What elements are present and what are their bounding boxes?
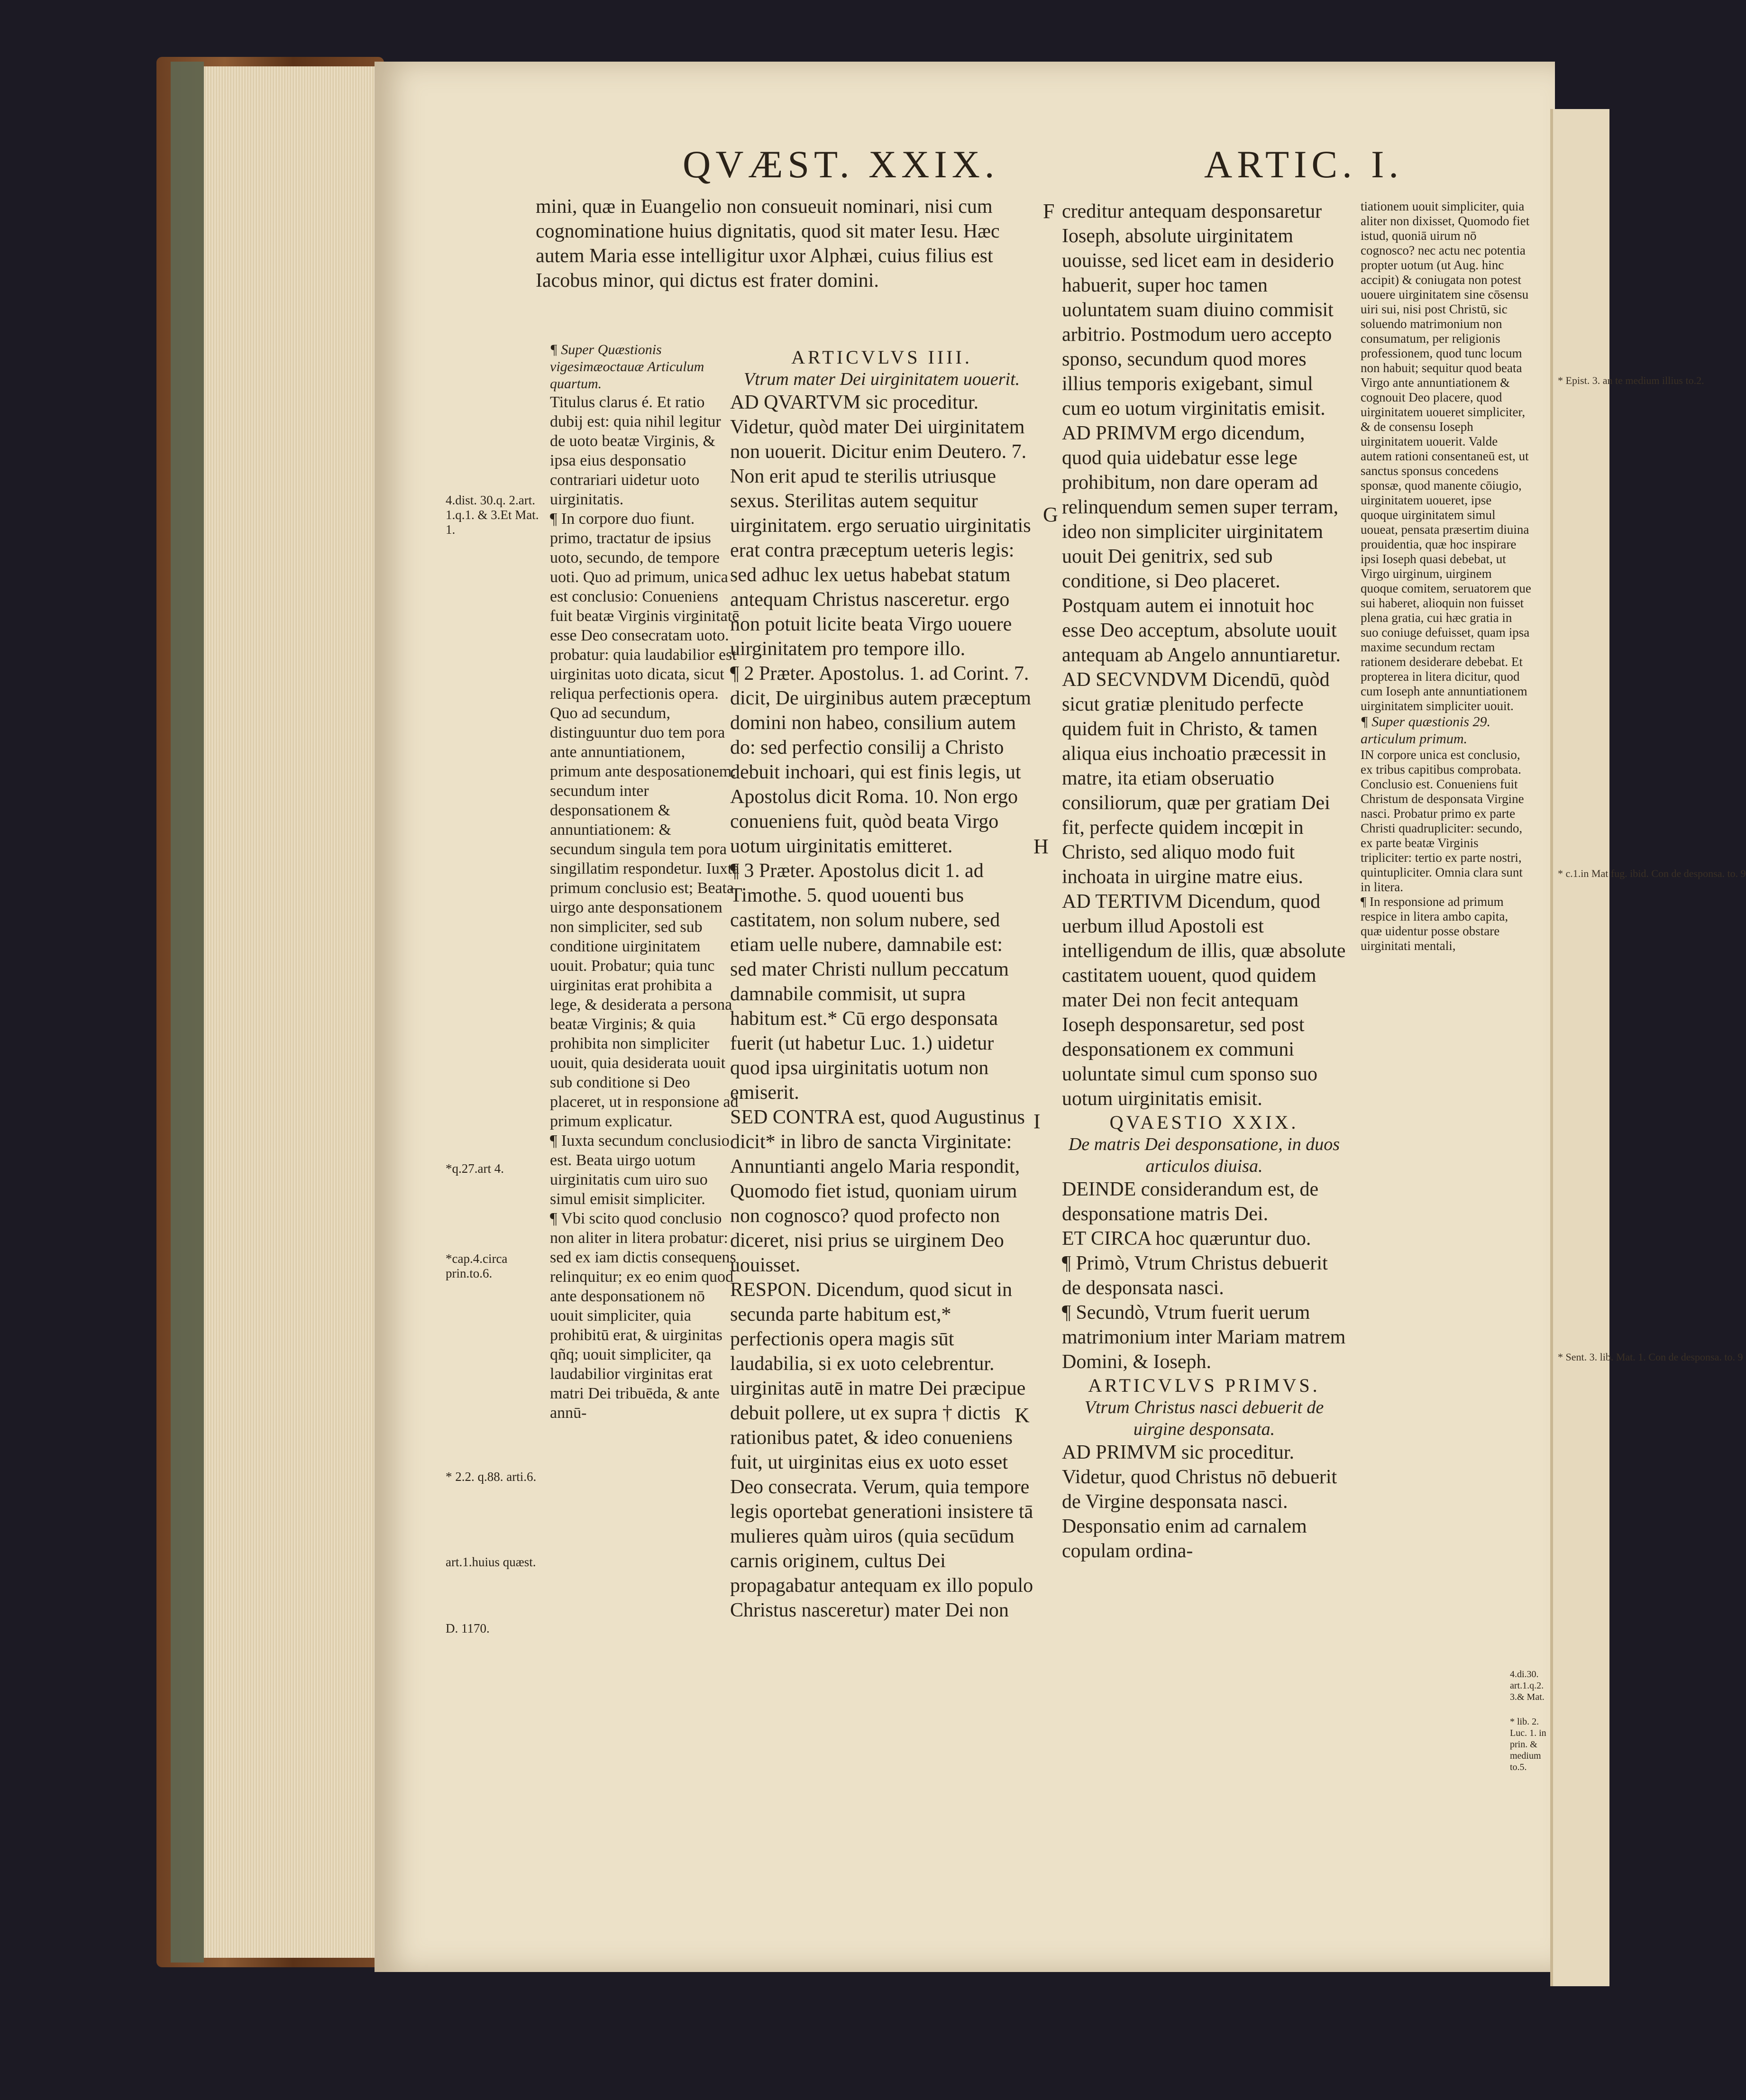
column-2 bbox=[730, 346, 1033, 1623]
margin-note-left-5: art.1.huius quæst. bbox=[446, 1555, 536, 1569]
col3-para-1: creditur antequam desponsaretur Ioseph, absolute uirginitatem uouisse, sed licet eam in desiderio habuerit, super hoc tamen uoluntatem suam diuino commisit arbitrio. Postmodum uero accepto sponso, secundum quod mores illius temporis exigebant, simul cum eo uotum virginitatis emisit. bbox=[1062, 201, 1334, 420]
col4-last: ¶ In responsione ad primum respice in litera ambo capita, quæ uidentur posse obstare uirginitati mentali, bbox=[1361, 895, 1508, 953]
col4-bottom: IN corpore unica est conclusio, ex tribus capitibus comprobata. Conclusio est. Conueniens fuit Christum de desponsata Virgine nasci. Probatur primo ex parte Christi quadrupliciter: secundo, ex parte beatæ Virginis tripliciter: tertio ex parte nostri, quintupliciter. Omnia clara sunt in litera. bbox=[1361, 748, 1524, 894]
col3-article1-para: AD PRIMVM sic proceditur. Videtur, quod Christus nō debuerit de Virgine desponsata nasci. Desponsatio enim ad carnalem copulam ordina- bbox=[1062, 1442, 1337, 1562]
col2-para-4: SED CONTRA est, quod Augustinus dicit* in libro de sancta Virginitate: Annuntianti angelo Maria respondit, Quomodo fiet istud, quoniam uirum non cognosco? quod profecto non diceret, nisi prius se uirginem Deo uouisset. bbox=[730, 1106, 1025, 1276]
margin-note-left-1: 4.dist. 30.q. 2.art. 1.q.1. & 3.Et Mat. 1. bbox=[446, 493, 539, 537]
next-page-note-3: * Sent. 3. lib. Mat. 1. Con de desponsa. to. 9 bbox=[1558, 1351, 1743, 1363]
margin-note-left-3: *cap.4.circa prin.to.6. bbox=[446, 1251, 508, 1280]
col3-q-para-1: DEINDE considerandum est, de desponsatione matris Dei. bbox=[1062, 1178, 1319, 1225]
page-edges bbox=[204, 66, 384, 1958]
section-letter-I: I bbox=[1033, 1110, 1041, 1133]
col3-para-4: AD TERTIVM Dicendum, quod uerbum illud Apostoli est intelligendum de illis, quæ absolute castitatem uouent, quod quidem mater Dei non fecit antequam Ioseph desponsaretur, sed post desponsationem ex communi uoluntate simul cum sponso suo uotum uirginitatis emisit. bbox=[1062, 891, 1346, 1110]
col2-article-heading: ARTICVLVS IIII. bbox=[791, 347, 972, 368]
section-letter-H: H bbox=[1033, 835, 1049, 858]
col3-para-2: AD PRIMVM ergo dicendum, quod quia uidebatur esse lege prohibitum, non dare operam ad relinquendum semen super terram, ideo non simpliciter uirginitatem uouit Dei genitrix, sed sub conditione, si Deo placeret. Postquam autem ei innotuit hoc esse Deo acceptum, absolute uouit antequam ab Angelo annuntiaretur. bbox=[1062, 422, 1341, 666]
column-3 bbox=[1062, 199, 1346, 1563]
next-page-note-2: * c.1.in Mat fug. ibid. Con de desponsa. to. 9 bbox=[1558, 867, 1746, 879]
running-header-left: QVÆST. XXIX. bbox=[683, 143, 999, 186]
column-1-intro bbox=[536, 194, 1029, 293]
col1-body-1: Titulus clarus é. Et ratio dubij est: quia nihil legitur de uoto beatæ Virginis, & ipsa eius desponsatio contrariari uidetur uoto uirginitatis. bbox=[550, 393, 721, 508]
column-4-commentary bbox=[1361, 199, 1531, 953]
col2-para-1: AD QVARTVM sic proceditur. Videtur, quòd mater Dei uirginitatem non uouerit. Dicitur enim Deutero. 7. Non erit apud te sterilis utriusque sexus. Sterilitas autem sequitur uirginitatem. ergo seruatio uirginitatis erat contra præceptum ueteris legis: sed adhuc lex uetus habebat statum antequam Christus nasceretur. ergo non potuit licite beata Virgo uouere uirginitatem pro tempore illo. bbox=[730, 392, 1031, 660]
col3-article1-title: Vtrum Christus nasci debuerit de uirgine desponsata. bbox=[1084, 1397, 1324, 1439]
next-page-note-1: * Epist. 3. an te medium illius to.2. bbox=[1558, 374, 1704, 386]
col3-question-heading: QVAESTIO XXIX. bbox=[1109, 1112, 1299, 1133]
col1-body-2: ¶ In corpore duo fiunt. primo, tractatur de ipsius uoto, secundo, de tempore uoti. Quo ad primum, unica est conclusio: Conueniens fuit beatæ Virginis virginitatē esse Deo consecratam uoto. probatur: quia laudabilior est uirginitas uoto dicata, sicut reliqua perfectionis opera. Quo ad secundum, distinguuntur duo tem pora ante annuntiationem, primum ante desposationem: secundum inter desponsationem & annuntiationem: & secundum singula tem pora singillatim respondetur. Iuxta primum conclusio est; Beata uirgo ante desponsationem non simpliciter, sed sub conditione uirginitatem uouit. Probatur; quia tunc uirginitas erat prohibita a lege, & desiderata a persona beatæ Virginis; & quia prohibita non simpliciter uouit, quia desiderata uouit sub conditione si Deo placeret, ut in responsione ad primum explicatur. bbox=[550, 510, 740, 1130]
running-header-right: ARTIC. I. bbox=[1204, 143, 1403, 186]
margin-note-right-1: 4.di.30. art.1.q.2. 3.& Mat. bbox=[1510, 1669, 1545, 1702]
col2-para-3: ¶ 3 Præter. Apostolus dicit 1. ad Timothe. 5. quod uouenti bus castitatem, non solum nubere, sed etiam uelle nubere, damnabile est: sed mater Christi nullum peccatum damnabile commisit, ut supra habitum est.* Cū ergo desponsata fuerit (ut habetur Luc. 1.) uidetur quod ipsa uirginitatis uotum non emiserit. bbox=[730, 860, 1009, 1104]
col3-q-para-4: ¶ Secundò, Vtrum fuerit uerum matrimonium inter Mariam matrem Domini, & Ioseph. bbox=[1062, 1302, 1346, 1373]
col1-super-heading: ¶ Super Quæstionis vigesimæoctauæ Articulum quartum. bbox=[550, 342, 704, 392]
col4-super-heading: ¶ Super quæstionis 29. articulum primum. bbox=[1361, 714, 1491, 747]
col2-para-2: ¶ 2 Præter. Apostolus. 1. ad Corint. 7. dicit, De uirginibus autem præceptum domini non habeo, consilium autem do: sed perfectio consilij a Christo debuit inchoari, qui est finis legis, ut Apostolus dicit Roma. 10. Non ergo conueniens fuit, quòd beata Virgo uotum uirginitatis emitteret. bbox=[730, 663, 1031, 857]
section-letter-G: G bbox=[1043, 503, 1058, 526]
book-spine-cloth bbox=[171, 62, 204, 1963]
col1-body-4: ¶ Vbi scito quod conclusio non aliter in litera probatur: sed ex iam dictis consequens relinquitur; ex eo enim quod ante desponsationem nō uouit simpliciter, quia prohibitū erat, & uirginitas qñq; uouit simpliciter, qa laudabilior virginitas erat matri Dei tribuēda, & ante annū- bbox=[550, 1210, 736, 1422]
next-page-edge bbox=[1550, 109, 1746, 1986]
column-1-commentary bbox=[550, 341, 740, 1423]
margin-note-right-2: * lib. 2. Luc. 1. in prin. & medium to.5. bbox=[1510, 1717, 1546, 1772]
col3-para-3: AD SECVNDVM Dicendū, quòd sicut gratiæ plenitudo perfecte quidem fuit in Christo, & tamen aliqua eius inchoatio præcessit in matre, ita etiam obseruatio consiliorum, quæ per gratiam Dei fit, perfecte quidem incœpit in Christo, sed aliquo modo fuit inchoata in uirgine matre eius. bbox=[1062, 669, 1330, 888]
margin-note-left-6: D. 1170. bbox=[446, 1621, 490, 1635]
col3-q-para-3: ¶ Primò, Vtrum Christus debuerit de desponsata nasci. bbox=[1062, 1252, 1328, 1299]
col3-q-para-2: ET CIRCA hoc quæruntur duo. bbox=[1062, 1228, 1311, 1250]
col2-para-5: RESPON. Dicendum, quod sicut in secunda parte habitum est,* perfectionis opera magis sūt laudabilia, si ex uoto celebrentur. uirginitas autē in matre Dei præcipue debuit pollere, ut ex supra † dictis rationibus patet, & ideo conueniens fuit, ut uirginitas eius ex uoto esset Deo consecrata. Verum, quia tempore legis oportebat generationi insistere tā mulieres quàm uiros (quia secūdum carnis originem, cultus Dei propagabatur antequam ex illo populo Christus nasceretur) mater Dei non bbox=[730, 1279, 1033, 1621]
col3-article1-heading: ARTICVLVS PRIMVS. bbox=[1088, 1375, 1320, 1396]
col2-article-title: Vtrum mater Dei uirginitatem uouerit. bbox=[743, 369, 1020, 389]
margin-note-left-2: *q.27.art 4. bbox=[446, 1161, 504, 1176]
section-letter-K: K bbox=[1015, 1404, 1030, 1427]
col4-top: tiationem uouit simpliciter, quia aliter non dixisset, Quomodo fiet istud, quoniā uirum nō cognosco? nec actu nec potentia propter uotum (ut Aug. hinc accipit) & coniugata non potest uouere uirginitatem sine cōsensu uiri sui, nisi post Christū, sic soluendo matrimonium non consumatum, per religionis professionem, quod tunc locum non habuit; sequitur quod beata Virgo ante annuntiationem & cognouit Deo placere, quod uirginitatem uoueret simpliciter, & de consensu Ioseph uirginitatem uouerit. Valde autem rationi consentaneū est, ut sanctus sponsus concedens sponsæ, quod manente cōiugio, uirginitatem uoueret, ipse quoque uirginitatem simul uoueat, pensata præsertim diuina prouidentia, quæ hoc inspirare ipsi Ioseph quasi debebat, ut Virgo uirginum, uirginem quoque comitem, seruatorem que sui haberet, alioquin non fuisset plena gratia, cui hæc gratia in suo coniuge defuisset, quam ipsa maxime secundum rectam rationem desiderare debebat. Et propterea in litera dicitur, quod cum Ioseph ante annuntiationem uirginitatem simpliciter uouit. bbox=[1361, 199, 1531, 713]
col3-question-title: De matris Dei desponsatione, in duos articulos diuisa. bbox=[1068, 1134, 1340, 1176]
section-letter-F: F bbox=[1043, 200, 1055, 223]
col1-body-3: ¶ Iuxta secundum conclusio est. Beata uirgo uotum uirginitatis cum uiro suo simul emisit simpliciter. bbox=[550, 1132, 730, 1208]
margin-note-left-4: * 2.2. q.88. arti.6. bbox=[446, 1470, 537, 1484]
col1-intro-text: mini, quæ in Euangelio non consueuit nominari, nisi cum cognominatione huius dignitatis, quod sit mater Iesu. Hæc autem Maria esse intelligitur uxor Alphæi, cuius filius est Iacobus minor, qui dictus est frater domini. bbox=[536, 196, 1000, 292]
